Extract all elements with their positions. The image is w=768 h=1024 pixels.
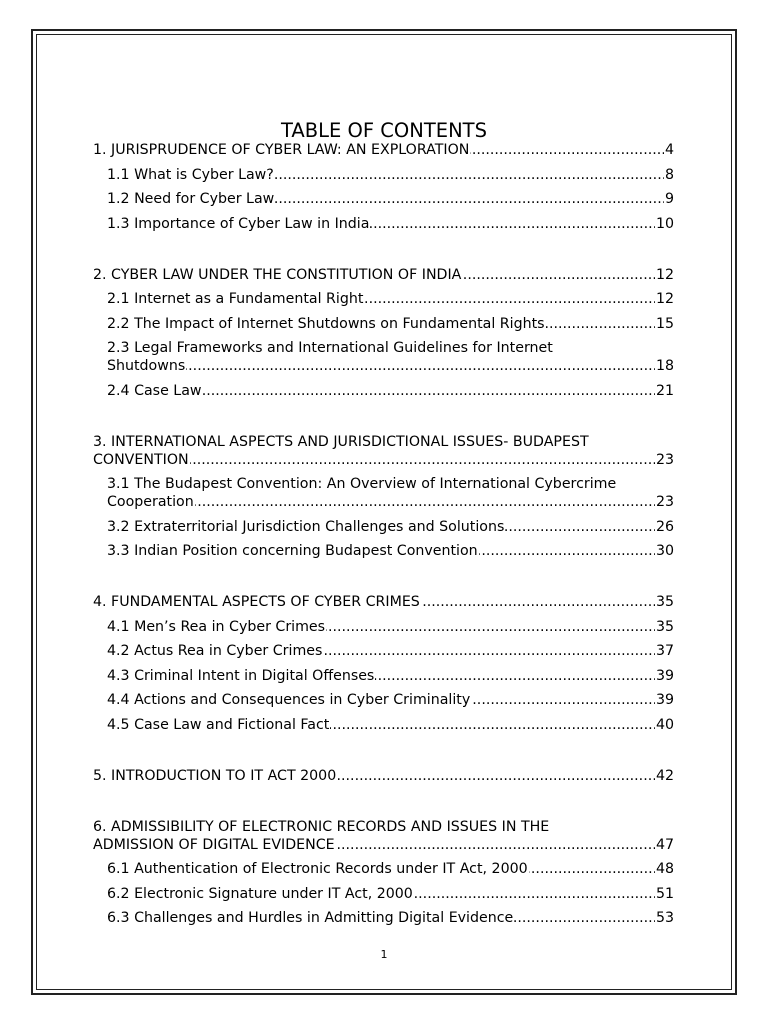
toc-item-3-3-label: 3.3 Indian Position concerning Budapest Convention — [107, 543, 478, 559]
toc-item-3-1[interactable] — [107, 475, 674, 511]
toc-section-5-label: 5. INTRODUCTION TO IT ACT 2000 — [93, 767, 337, 784]
toc-item-6-3[interactable] — [107, 909, 674, 927]
toc-item-4-4-page: 39 — [655, 692, 674, 708]
spacer — [93, 233, 674, 266]
toc-item-2-2-page: 15 — [655, 315, 674, 332]
toc-item-4-3-page: 39 — [655, 667, 674, 684]
toc-item-4-1-label: 4.1 Men’s Rea in Cyber Crimes — [107, 618, 326, 635]
toc-section-3-label-cont: CONVENTION — [93, 451, 189, 468]
toc-section-3-label: 3. INTERNATIONAL ASPECTS AND JURISDICTIONAL ISSUES- BUDAPEST — [93, 433, 589, 450]
toc-item-3-1-label: 3.1 The Budapest Convention: An Overview of International Cybercrime — [107, 476, 617, 492]
toc-title: TABLE OF CONTENTS — [281, 119, 487, 142]
toc-item-4-2-label: 4.2 Actus Rea in Cyber Crimes — [107, 643, 323, 659]
toc-item-2-3[interactable] — [107, 339, 674, 375]
toc-item-4-5-label: 4.5 Case Law and Fictional Fact — [107, 716, 330, 733]
page-number: 1 — [380, 948, 388, 961]
toc-item-4-4-label: 4.4 Actions and Consequences in Cyber Criminality — [107, 692, 471, 708]
spacer — [93, 785, 674, 818]
toc-item-2-4[interactable] — [107, 382, 674, 400]
toc-section-6-page: 47 — [655, 836, 674, 853]
toc-section-6[interactable] — [93, 818, 674, 854]
toc-item-1-1-page: 8 — [664, 166, 674, 183]
toc-item-2-2[interactable] — [107, 315, 674, 333]
toc-section-4-label: 4. FUNDAMENTAL ASPECTS OF CYBER CRIMES — [93, 594, 420, 610]
toc-item-2-3-label-cont: Shutdowns — [107, 358, 186, 374]
toc-item-4-5-page: 40 — [655, 716, 674, 733]
toc-item-2-2-label: 2.2 The Impact of Internet Shutdowns on Fundamental Rights — [107, 315, 545, 332]
spacer — [93, 400, 674, 433]
toc-item-1-3-label: 1.3 Importance of Cyber Law in India — [107, 215, 370, 232]
toc-item-1-2-label: 1.2 Need for Cyber Law — [107, 191, 275, 207]
toc-item-6-3-page: 53 — [655, 910, 674, 926]
toc-section-3-page: 23 — [655, 451, 674, 468]
toc-item-3-2-page: 26 — [655, 518, 674, 535]
toc-item-2-1-page: 12 — [655, 291, 674, 307]
toc-item-2-3-page: 18 — [655, 358, 674, 374]
toc-item-4-2[interactable] — [107, 642, 674, 660]
table-of-contents — [93, 141, 674, 927]
toc-section-2-label: 2. CYBER LAW UNDER THE CONSTITUTION OF INDIA — [93, 266, 462, 283]
toc-item-2-3-label: 2.3 Legal Frameworks and International Guidelines for Internet — [107, 340, 553, 356]
toc-section-3[interactable] — [93, 433, 674, 469]
toc-item-1-3[interactable] — [107, 215, 674, 233]
toc-item-2-1-label: 2.1 Internet as a Fundamental Right — [107, 291, 364, 307]
toc-item-1-3-page: 10 — [655, 215, 674, 232]
toc-item-4-1-page: 35 — [655, 618, 674, 635]
toc-item-6-3-label: 6.3 Challenges and Hurdles in Admitting Digital Evidence — [107, 910, 514, 926]
toc-section-1-label: 1. JURISPRUDENCE OF CYBER LAW: AN EXPLORATION — [93, 142, 470, 158]
toc-item-6-2[interactable] — [107, 885, 674, 903]
toc-item-2-1[interactable] — [107, 290, 674, 308]
toc-section-2[interactable] — [93, 266, 674, 284]
toc-item-1-1[interactable] — [107, 166, 674, 184]
spacer — [93, 734, 674, 767]
toc-item-3-2-label: 3.2 Extraterritorial Jurisdiction Challenges and Solutions — [107, 518, 505, 535]
toc-item-3-1-page: 23 — [655, 494, 674, 510]
toc-section-4[interactable] — [93, 593, 674, 611]
toc-item-1-1-label: 1.1 What is Cyber Law? — [107, 166, 274, 183]
toc-item-2-4-page: 21 — [655, 382, 674, 399]
toc-section-2-page: 12 — [655, 266, 674, 283]
toc-section-6-label-cont: ADMISSION OF DIGITAL EVIDENCE — [93, 836, 335, 853]
toc-section-5[interactable] — [93, 767, 674, 785]
toc-item-6-1-page: 48 — [655, 861, 674, 877]
toc-item-6-1[interactable] — [107, 860, 674, 878]
spacer — [93, 560, 674, 593]
toc-item-6-2-label: 6.2 Electronic Signature under IT Act, 2000 — [107, 885, 413, 902]
toc-item-3-3[interactable] — [107, 542, 674, 560]
toc-item-1-2-page: 9 — [664, 191, 674, 207]
toc-item-1-2[interactable] — [107, 190, 674, 208]
toc-section-1[interactable] — [93, 141, 674, 159]
toc-item-2-3-leader — [107, 357, 674, 375]
toc-item-3-3-page: 30 — [655, 543, 674, 559]
toc-item-6-2-page: 51 — [655, 885, 674, 902]
toc-item-2-4-label: 2.4 Case Law — [107, 382, 202, 399]
toc-item-4-2-page: 37 — [655, 643, 674, 659]
toc-section-5-page: 42 — [655, 767, 674, 784]
toc-item-4-5[interactable] — [107, 716, 674, 734]
toc-section-4-page: 35 — [655, 594, 674, 610]
toc-item-4-3-label: 4.3 Criminal Intent in Digital Offenses — [107, 667, 375, 684]
toc-item-3-1-label-cont: Cooperation — [107, 494, 194, 510]
toc-item-4-1[interactable] — [107, 618, 674, 636]
toc-item-6-1-label: 6.1 Authentication of Electronic Records under IT Act, 2000 — [107, 861, 528, 877]
toc-item-3-2[interactable] — [107, 518, 674, 536]
toc-item-4-4[interactable] — [107, 691, 674, 709]
toc-item-4-3[interactable] — [107, 667, 674, 685]
toc-section-6-label: 6. ADMISSIBILITY OF ELECTRONIC RECORDS AND ISSUES IN THE — [93, 818, 550, 835]
toc-section-1-page: 4 — [664, 142, 674, 158]
